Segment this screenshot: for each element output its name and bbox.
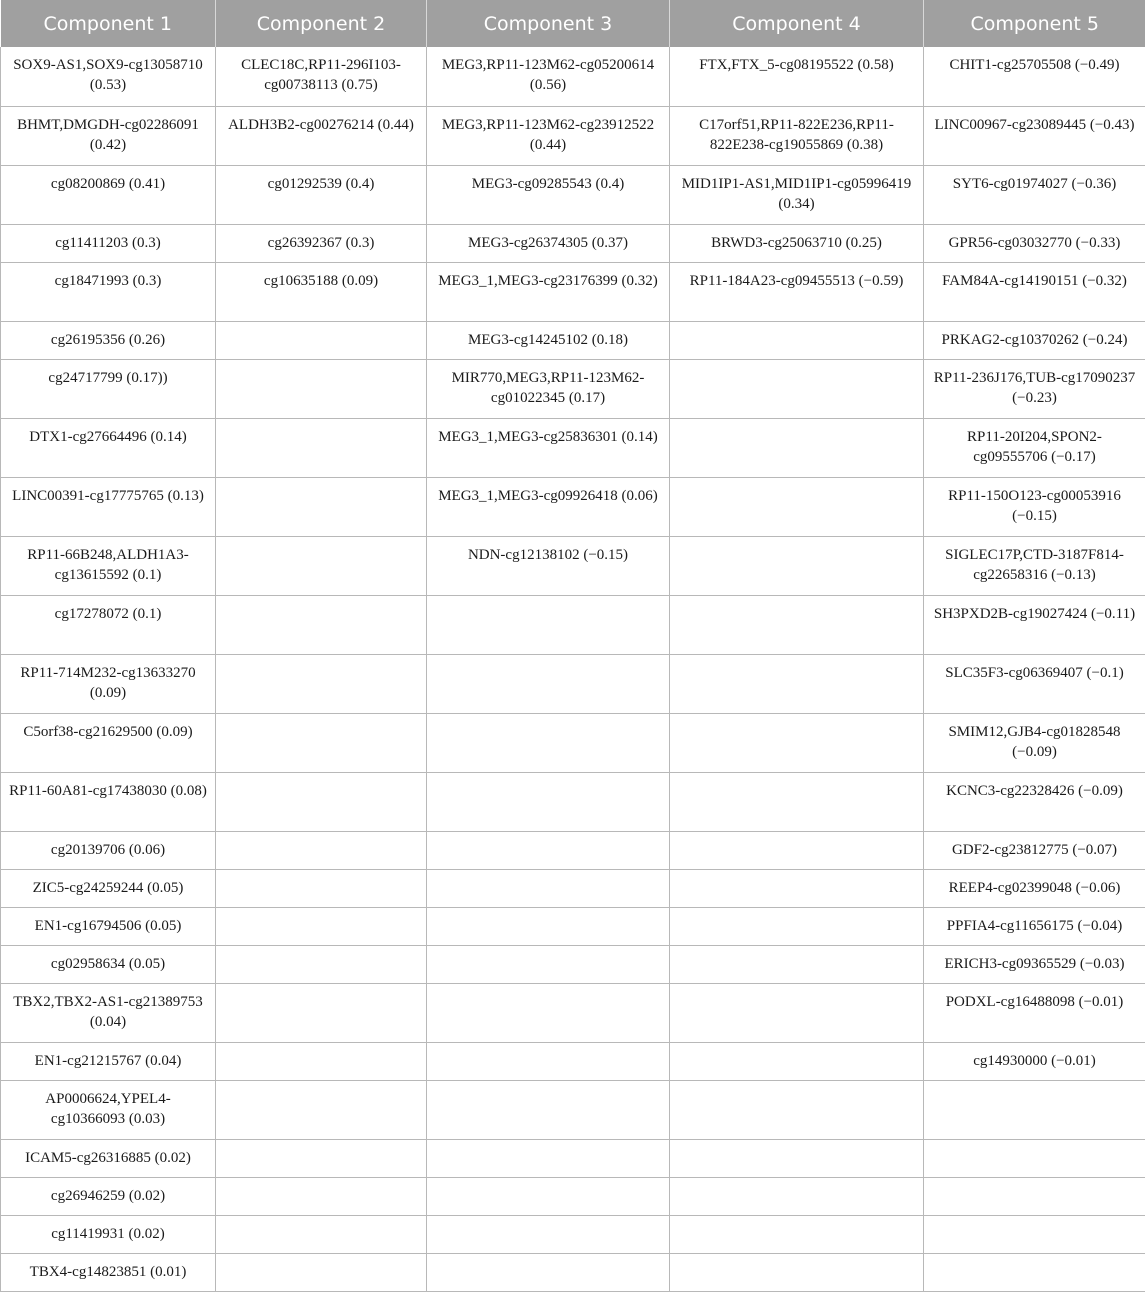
table-cell-component-2: ALDH3B2-cg00276214 (0.44): [216, 106, 427, 165]
table-cell-component-3: MEG3,RP11-123M62-cg23912522 (0.44): [427, 106, 670, 165]
table-row: [1, 165, 1145, 224]
table-cell-component-3: [427, 1253, 670, 1291]
table-row: [1, 477, 1145, 536]
table-cell-component-5: GPR56-cg03032770 (−0.33): [924, 224, 1145, 262]
table-row: [1, 418, 1145, 477]
table-cell-component-1: cg08200869 (0.41): [1, 165, 216, 224]
table-cell-component-5: FAM84A-cg14190151 (−0.32): [924, 262, 1145, 321]
table-cell-component-5: GDF2-cg23812775 (−0.07): [924, 831, 1145, 869]
table-cell-component-2: [216, 1177, 427, 1215]
table-cell-component-1: AP0006624,YPEL4-cg10366093 (0.03): [1, 1080, 216, 1139]
table-cell-component-1: SOX9-AS1,SOX9-cg13058710 (0.53): [1, 47, 216, 106]
table-cell-component-1: LINC00391-cg17775765 (0.13): [1, 477, 216, 536]
table-cell-component-4: [670, 359, 924, 418]
table-cell-component-4: [670, 713, 924, 772]
table-cell-component-2: [216, 945, 427, 983]
table-cell-component-3: [427, 654, 670, 713]
table-cell-component-1: cg18471993 (0.3): [1, 262, 216, 321]
header-row: [1, 0, 1145, 47]
table-cell-component-4: [670, 1215, 924, 1253]
table-cell-component-4: [670, 595, 924, 654]
table-cell-component-4: [670, 418, 924, 477]
table-cell-component-3: [427, 1177, 670, 1215]
table-row: [1, 1253, 1145, 1291]
table-cell-component-1: BHMT,DMGDH-cg02286091 (0.42): [1, 106, 216, 165]
table-cell-component-5: CHIT1-cg25705508 (−0.49): [924, 47, 1145, 106]
table-cell-component-4: C17orf51,RP11-822E236,RP11-822E238-cg19055869 (0.38): [670, 106, 924, 165]
table-cell-component-1: DTX1-cg27664496 (0.14): [1, 418, 216, 477]
table-cell-component-5: KCNC3-cg22328426 (−0.09): [924, 772, 1145, 831]
header-component-4: Component 4: [670, 0, 924, 47]
table-cell-component-3: [427, 1080, 670, 1139]
table-cell-component-2: [216, 1253, 427, 1291]
table-cell-component-5: PPFIA4-cg11656175 (−0.04): [924, 907, 1145, 945]
table-cell-component-2: [216, 477, 427, 536]
table-row: [1, 321, 1145, 359]
table-cell-component-1: cg20139706 (0.06): [1, 831, 216, 869]
table-row: [1, 536, 1145, 595]
table-cell-component-3: MEG3-cg09285543 (0.4): [427, 165, 670, 224]
table-row: [1, 1177, 1145, 1215]
table-body: [1, 47, 1145, 1291]
table-cell-component-1: ICAM5-cg26316885 (0.02): [1, 1139, 216, 1177]
table-cell-component-2: [216, 1139, 427, 1177]
table-cell-component-1: cg02958634 (0.05): [1, 945, 216, 983]
table-cell-component-3: MEG3_1,MEG3-cg09926418 (0.06): [427, 477, 670, 536]
table-cell-component-3: [427, 1139, 670, 1177]
table-row: [1, 945, 1145, 983]
table-cell-component-2: [216, 418, 427, 477]
table-cell-component-1: cg24717799 (0.17)): [1, 359, 216, 418]
table-row: [1, 359, 1145, 418]
table-cell-component-3: MEG3,RP11-123M62-cg05200614 (0.56): [427, 47, 670, 106]
table-cell-component-5: PODXL-cg16488098 (−0.01): [924, 983, 1145, 1042]
table-cell-component-3: MEG3-cg14245102 (0.18): [427, 321, 670, 359]
table-row: [1, 595, 1145, 654]
table-cell-component-3: [427, 772, 670, 831]
table-cell-component-1: RP11-714M232-cg13633270 (0.09): [1, 654, 216, 713]
table-cell-component-3: MEG3-cg26374305 (0.37): [427, 224, 670, 262]
table-cell-component-5: [924, 1080, 1145, 1139]
table-cell-component-5: [924, 1215, 1145, 1253]
table-cell-component-3: [427, 907, 670, 945]
table-row: [1, 869, 1145, 907]
table-cell-component-4: [670, 1177, 924, 1215]
table-cell-component-2: [216, 654, 427, 713]
table-cell-component-1: cg26195356 (0.26): [1, 321, 216, 359]
table-cell-component-5: SYT6-cg01974027 (−0.36): [924, 165, 1145, 224]
table-row: [1, 983, 1145, 1042]
table-cell-component-5: SLC35F3-cg06369407 (−0.1): [924, 654, 1145, 713]
table-cell-component-2: [216, 869, 427, 907]
table-header: [1, 0, 1145, 47]
table-cell-component-4: [670, 1139, 924, 1177]
table-row: [1, 772, 1145, 831]
table-row: [1, 47, 1145, 106]
table-row: [1, 654, 1145, 713]
table-cell-component-4: [670, 654, 924, 713]
table-cell-component-4: [670, 321, 924, 359]
table-cell-component-1: TBX4-cg14823851 (0.01): [1, 1253, 216, 1291]
table-cell-component-1: RP11-60A81-cg17438030 (0.08): [1, 772, 216, 831]
table-cell-component-1: EN1-cg16794506 (0.05): [1, 907, 216, 945]
table-row: [1, 1080, 1145, 1139]
table-cell-component-5: RP11-150O123-cg00053916 (−0.15): [924, 477, 1145, 536]
table-cell-component-5: PRKAG2-cg10370262 (−0.24): [924, 321, 1145, 359]
table-cell-component-4: [670, 983, 924, 1042]
table-cell-component-4: [670, 1080, 924, 1139]
table-cell-component-4: [670, 907, 924, 945]
table-cell-component-2: [216, 1080, 427, 1139]
table-cell-component-5: RP11-20I204,SPON2-cg09555706 (−0.17): [924, 418, 1145, 477]
table-cell-component-3: MEG3_1,MEG3-cg25836301 (0.14): [427, 418, 670, 477]
table-cell-component-3: NDN-cg12138102 (−0.15): [427, 536, 670, 595]
table-cell-component-1: cg17278072 (0.1): [1, 595, 216, 654]
table-cell-component-3: [427, 713, 670, 772]
table-cell-component-2: [216, 595, 427, 654]
header-component-2: Component 2: [216, 0, 427, 47]
table-cell-component-5: RP11-236J176,TUB-cg17090237 (−0.23): [924, 359, 1145, 418]
table-cell-component-4: BRWD3-cg25063710 (0.25): [670, 224, 924, 262]
table-cell-component-3: [427, 595, 670, 654]
table-cell-component-1: cg26946259 (0.02): [1, 1177, 216, 1215]
table-cell-component-4: [670, 536, 924, 595]
table-cell-component-4: [670, 831, 924, 869]
table-cell-component-1: ZIC5-cg24259244 (0.05): [1, 869, 216, 907]
table-cell-component-2: [216, 713, 427, 772]
table-cell-component-5: ERICH3-cg09365529 (−0.03): [924, 945, 1145, 983]
table-cell-component-2: [216, 536, 427, 595]
table-cell-component-2: CLEC18C,RP11-296I103-cg00738113 (0.75): [216, 47, 427, 106]
table-row: [1, 106, 1145, 165]
header-component-1: Component 1: [1, 0, 216, 47]
table-cell-component-5: REEP4-cg02399048 (−0.06): [924, 869, 1145, 907]
table-cell-component-5: [924, 1253, 1145, 1291]
table-cell-component-2: [216, 1042, 427, 1080]
table-cell-component-3: [427, 1215, 670, 1253]
table-row: [1, 1215, 1145, 1253]
table-cell-component-4: [670, 1042, 924, 1080]
table-cell-component-3: [427, 945, 670, 983]
table-cell-component-3: [427, 869, 670, 907]
table-cell-component-3: [427, 1042, 670, 1080]
table-cell-component-5: [924, 1139, 1145, 1177]
table-cell-component-2: cg01292539 (0.4): [216, 165, 427, 224]
table-cell-component-3: [427, 831, 670, 869]
table-cell-component-4: [670, 945, 924, 983]
table-cell-component-2: [216, 907, 427, 945]
table-cell-component-2: [216, 321, 427, 359]
table-cell-component-4: [670, 869, 924, 907]
table-row: [1, 1139, 1145, 1177]
table-cell-component-5: SIGLEC17P,CTD-3187F814-cg22658316 (−0.13): [924, 536, 1145, 595]
table-cell-component-5: cg14930000 (−0.01): [924, 1042, 1145, 1080]
table-cell-component-2: [216, 772, 427, 831]
table-cell-component-5: SH3PXD2B-cg19027424 (−0.11): [924, 595, 1145, 654]
table-row: [1, 224, 1145, 262]
table-cell-component-1: C5orf38-cg21629500 (0.09): [1, 713, 216, 772]
table-cell-component-4: RP11-184A23-cg09455513 (−0.59): [670, 262, 924, 321]
table-cell-component-2: [216, 1215, 427, 1253]
table-cell-component-4: [670, 1253, 924, 1291]
table-row: [1, 713, 1145, 772]
table-row: [1, 831, 1145, 869]
table-cell-component-5: SMIM12,GJB4-cg01828548 (−0.09): [924, 713, 1145, 772]
header-component-3: Component 3: [427, 0, 670, 47]
table-cell-component-1: EN1-cg21215767 (0.04): [1, 1042, 216, 1080]
table-cell-component-3: [427, 983, 670, 1042]
table-row: [1, 1042, 1145, 1080]
table-cell-component-4: [670, 772, 924, 831]
table-cell-component-5: LINC00967-cg23089445 (−0.43): [924, 106, 1145, 165]
table-cell-component-1: cg11419931 (0.02): [1, 1215, 216, 1253]
table-cell-component-1: RP11-66B248,ALDH1A3-cg13615592 (0.1): [1, 536, 216, 595]
header-component-5: Component 5: [924, 0, 1145, 47]
table-cell-component-2: [216, 983, 427, 1042]
table-cell-component-2: [216, 831, 427, 869]
table-cell-component-4: FTX,FTX_5-cg08195522 (0.58): [670, 47, 924, 106]
table-cell-component-4: [670, 477, 924, 536]
table-cell-component-3: MEG3_1,MEG3-cg23176399 (0.32): [427, 262, 670, 321]
table-row: [1, 907, 1145, 945]
table-cell-component-2: [216, 359, 427, 418]
table-cell-component-2: cg10635188 (0.09): [216, 262, 427, 321]
table-cell-component-4: MID1IP1-AS1,MID1IP1-cg05996419 (0.34): [670, 165, 924, 224]
table-cell-component-2: cg26392367 (0.3): [216, 224, 427, 262]
table-row: [1, 262, 1145, 321]
table-cell-component-1: TBX2,TBX2-AS1-cg21389753 (0.04): [1, 983, 216, 1042]
table-cell-component-3: MIR770,MEG3,RP11-123M62-cg01022345 (0.17): [427, 359, 670, 418]
table-cell-component-1: cg11411203 (0.3): [1, 224, 216, 262]
table-cell-component-5: [924, 1177, 1145, 1215]
